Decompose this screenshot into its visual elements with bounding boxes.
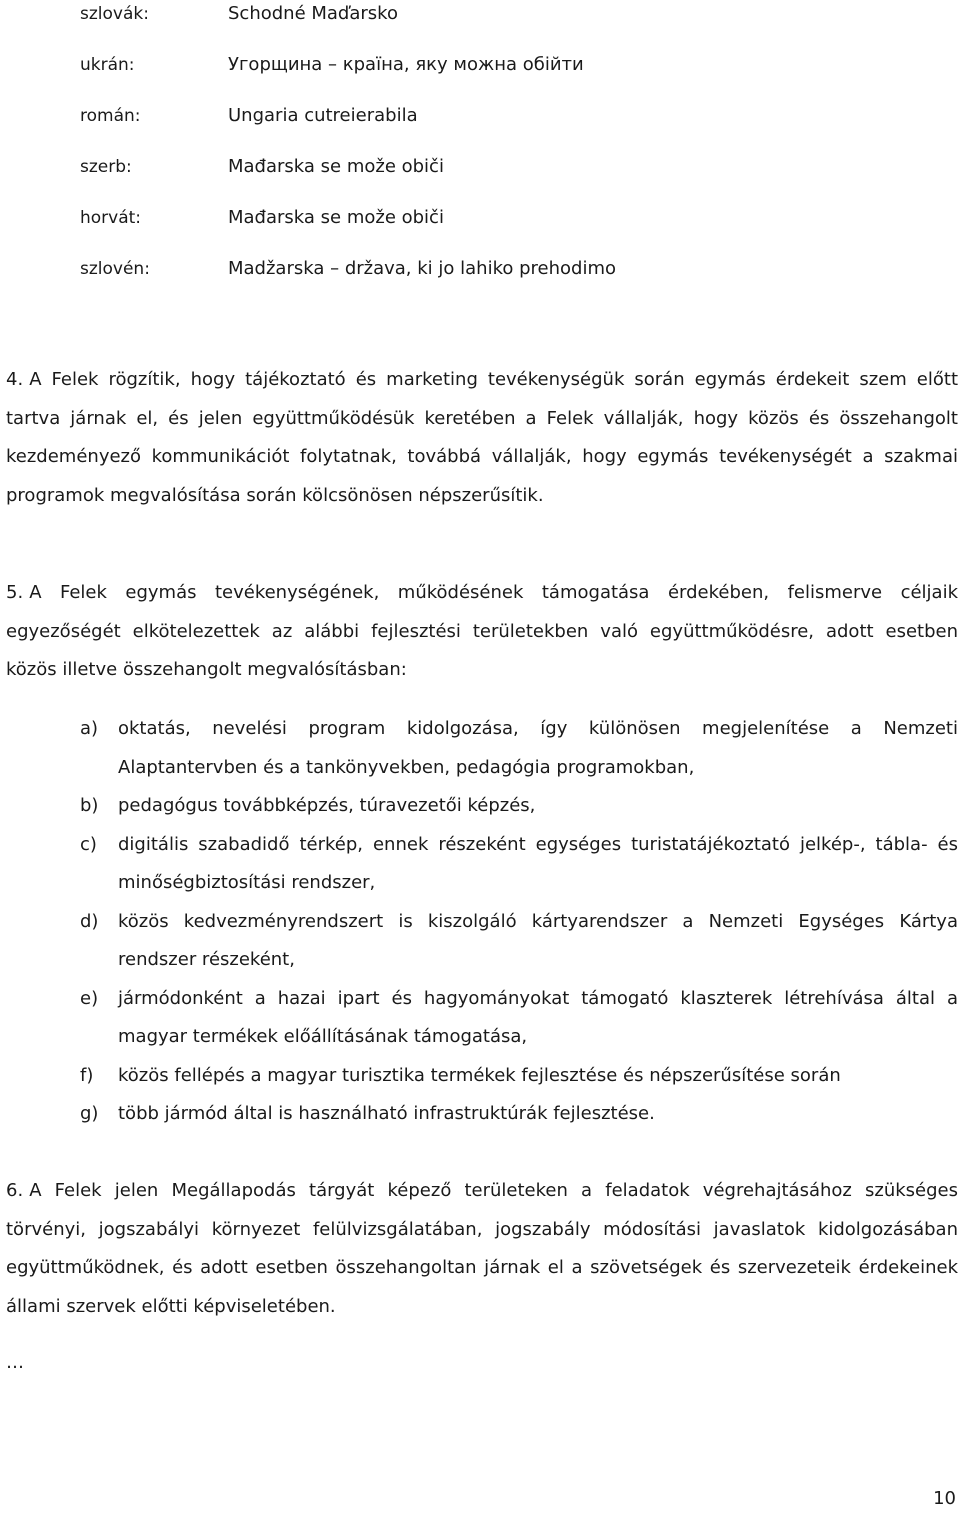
list-item xyxy=(80,787,958,826)
section-6-paragraph xyxy=(6,1172,958,1326)
list-item xyxy=(80,980,958,1057)
list-item-text: közös kedvezményrendszert is kiszolgáló kártyarendszer a Nemzeti Egységes Kártya rendszer részeként, xyxy=(118,910,958,970)
section-text: A Felek jelen Megállapodás tárgyát képező területeken a feladatok végrehajtásához szükséges törvényi, jogszabályi környezet felülvizsgálatában, jogszabály módosítási javaslatok kidolgozásában együttműködnek, és adott esetben összehangoltan járnak el a szövetségek és szervezeteik érdekeinek állami szervek előtti képviseletében. xyxy=(6,1180,958,1317)
list-item-text: közös fellépés a magyar turisztika termékek fejlesztése és népszerűsítése során xyxy=(118,1064,841,1086)
list-marker: e) xyxy=(80,987,99,1009)
list-item-text: oktatás, nevelési program kidolgozása, így különösen megjelenítése a Nemzeti Alaptantervben és a tankönyvekben, pedagógia programokban, xyxy=(118,718,958,778)
language-translation: Угорщина – країна, яку можна обійти xyxy=(228,54,584,75)
list-item-text: jármódonként a hazai ipart és hagyományokat támogató klaszterek létrehívása által a magyar termékek előállításának támogatása, xyxy=(118,987,958,1047)
list-item xyxy=(80,826,958,903)
list-item xyxy=(80,1057,958,1096)
language-name: ukrán: xyxy=(80,55,135,75)
section-text: A Felek egymás tevékenységének, működésének támogatása érdekében, felismerve céljaik egyezőségét elkötelezettek az alábbi fejlesztési területekben való együttműködésre, adott esetben közös illetve összehangolt megvalósításban: xyxy=(6,582,958,680)
section-4-paragraph xyxy=(6,361,958,515)
list-marker: b) xyxy=(80,795,99,816)
development-areas-list xyxy=(80,710,958,1134)
list-marker: d) xyxy=(80,910,99,932)
language-translation: Mađarska se može običi xyxy=(228,207,444,228)
language-name: horvát: xyxy=(80,208,142,228)
continuation-ellipsis: … xyxy=(6,1352,24,1373)
section-5-paragraph xyxy=(6,574,958,690)
language-name: szlovén: xyxy=(80,259,150,279)
list-marker: f) xyxy=(80,1064,94,1086)
section-text: A Felek rögzítik, hogy tájékoztató és marketing tevékenységük során egymás érdekeit szem előtt tartva járnak el, és jelen együttműködésük keretében a Felek vállalják, hogy közös és összehangolt kezdeményező kommunikációt folytatnak, továbbá vállalják, hogy egymás tevékenységét a szakmai programok megvalósítása során kölcsönösen népszerűsítik. xyxy=(6,369,958,506)
language-name: szlovák: xyxy=(80,4,149,24)
list-item xyxy=(80,1095,958,1134)
list-item-text: pedagógus továbbképzés, túravezetői képzés, xyxy=(118,795,536,816)
list-marker: g) xyxy=(80,1103,99,1124)
language-name: szerb: xyxy=(80,157,132,177)
section-number: 4. xyxy=(6,369,24,390)
list-item-text: digitális szabadidő térkép, ennek részeként egységes turistatájékoztató jelkép-, tábla- és minőségbiztosítási rendszer, xyxy=(118,833,958,893)
language-translation: Schodné Maďarsko xyxy=(228,3,398,24)
language-translation: Madžarska – država, ki jo lahiko prehodimo xyxy=(228,258,616,279)
page-number: 10 xyxy=(933,1488,956,1509)
list-item-text: több jármód által is használható infrastruktúrák fejlesztése. xyxy=(118,1103,655,1124)
section-number: 5. xyxy=(6,582,24,603)
list-marker: c) xyxy=(80,833,97,855)
language-name: román: xyxy=(80,106,141,126)
list-item xyxy=(80,903,958,980)
list-marker: a) xyxy=(80,718,99,739)
language-translation: Ungaria cutreierabila xyxy=(228,105,418,126)
section-number: 6. xyxy=(6,1180,24,1201)
language-translation: Mađarska se može običi xyxy=(228,156,444,177)
list-item xyxy=(80,710,958,787)
